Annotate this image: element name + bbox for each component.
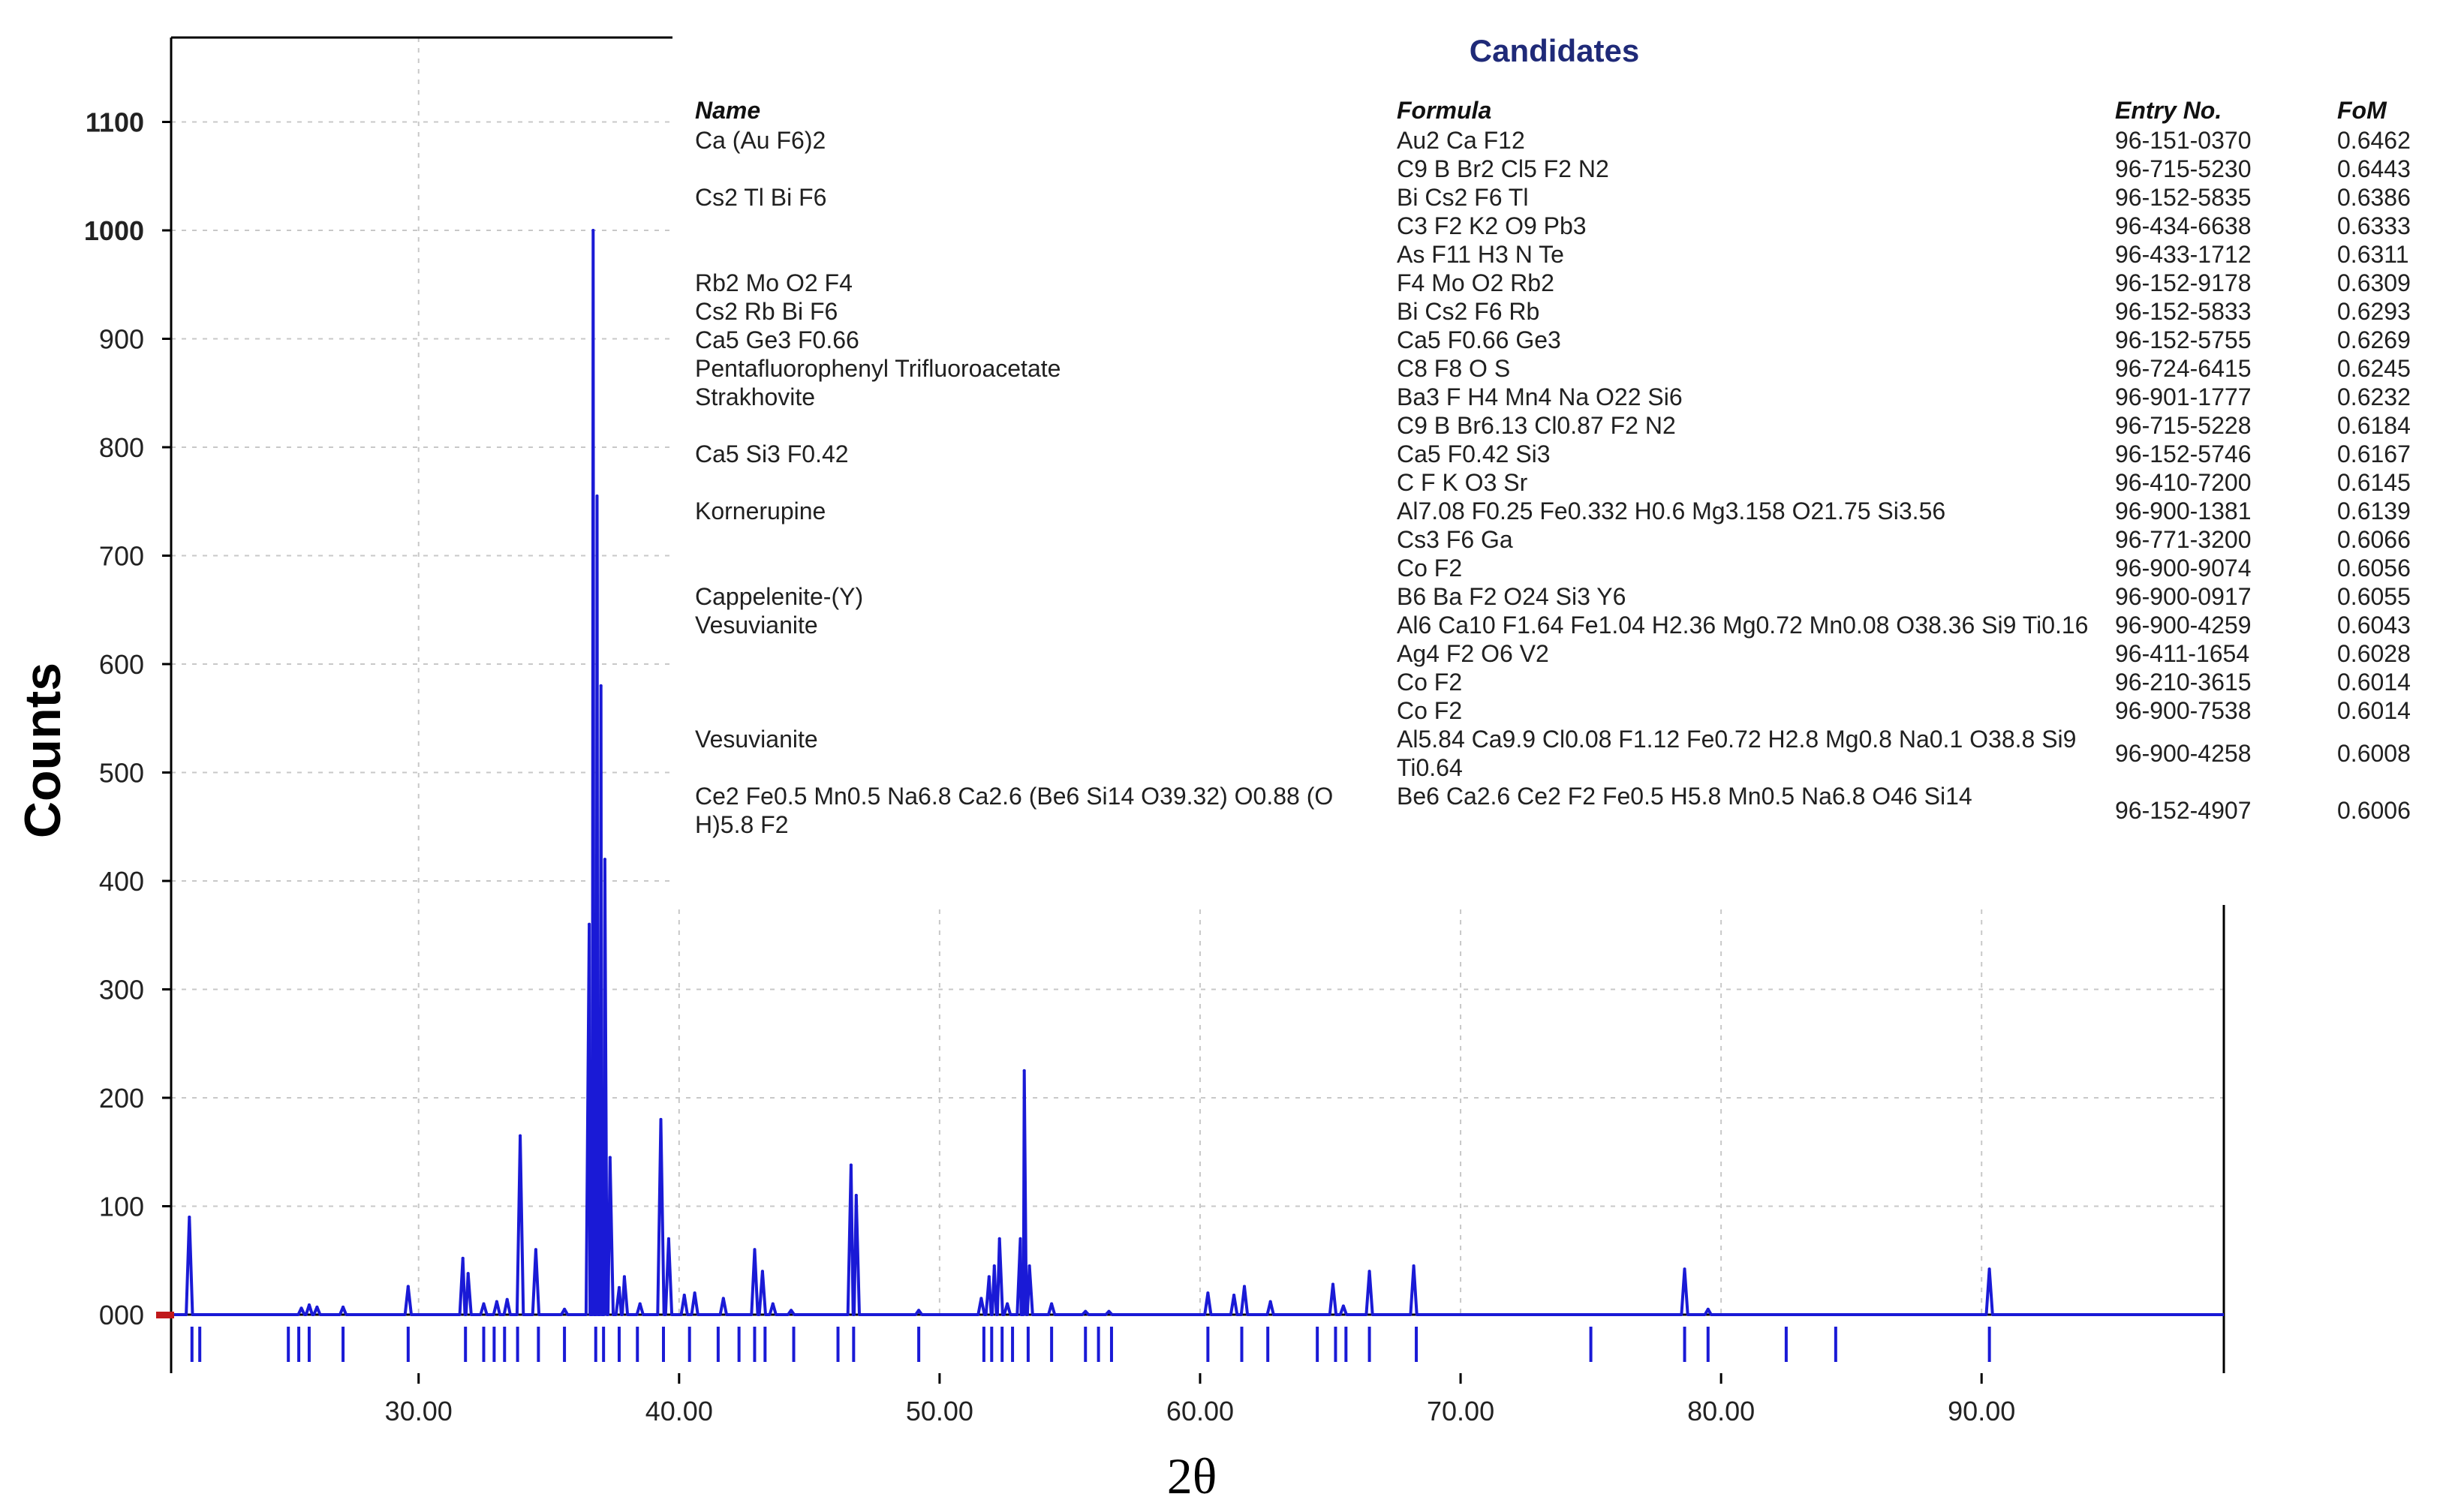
candidate-formula: C9 B Br6.13 Cl0.87 F2 N2	[1397, 412, 1676, 439]
candidate-formula: F4 Mo O2 Rb2	[1397, 269, 1554, 296]
y-axis-label: Counts	[14, 662, 71, 839]
peak-point	[609, 1156, 612, 1159]
candidate-name: Cs2 Rb Bi F6	[695, 298, 838, 325]
y-tick-label: 1100	[85, 107, 144, 138]
y-tick-label: 700	[98, 540, 144, 572]
candidate-entry: 96-411-1654	[2115, 640, 2250, 667]
y-tick-label: 300	[98, 974, 144, 1005]
candidate-name: Kornerupine	[695, 497, 826, 525]
y-tick-label: 800	[98, 432, 144, 463]
candidate-entry: 96-152-5833	[2115, 298, 2252, 325]
x-tick-labels	[385, 1396, 2016, 1426]
peak-point	[467, 1272, 470, 1275]
peak-point	[482, 1303, 485, 1306]
candidate-entry: 96-715-5228	[2115, 412, 2252, 439]
y-tick-label: 600	[98, 649, 144, 680]
candidate-formula: As F11 H3 N Te	[1397, 241, 1564, 268]
candidate-fom: 0.6311	[2337, 241, 2409, 268]
candidate-formula: C9 B Br2 Cl5 F2 N2	[1397, 155, 1609, 182]
candidate-entry: 96-434-6638	[2115, 212, 2252, 239]
candidate-name: Pentafluorophenyl Trifluoroacetate	[695, 355, 1061, 382]
peak-point	[790, 1309, 793, 1312]
candidate-entry: 96-151-0370	[2115, 127, 2252, 154]
candidate-name: Vesuvianite	[695, 726, 818, 753]
candidate-entry: 96-900-1381	[2115, 497, 2252, 525]
candidate-fom: 0.6245	[2337, 355, 2411, 382]
candidate-formula: Bi Cs2 F6 Rb	[1397, 298, 1540, 325]
candidate-entry: 96-724-6415	[2115, 355, 2252, 382]
candidate-formula: Ca5 F0.42 Si3	[1397, 440, 1551, 467]
peak-point	[1206, 1291, 1209, 1294]
candidate-name: Strakhovite	[695, 383, 816, 410]
candidate-entry: 96-900-4258	[2115, 740, 2252, 767]
candidate-entry: 96-715-5230	[2115, 155, 2252, 182]
reference-lines	[192, 1327, 1990, 1362]
y-tick-label: 100	[98, 1191, 144, 1222]
candidate-name: Ca5 Ge3 F0.66	[695, 326, 859, 353]
candidate-name: Cs2 Tl Bi F6	[695, 184, 827, 211]
peak-point	[588, 923, 591, 926]
candidate-formula: C8 F8 O S	[1397, 355, 1511, 382]
candidate-fom: 0.6066	[2337, 526, 2411, 553]
candidate-entry: 96-210-3615	[2115, 669, 2252, 696]
candidate-fom: 0.6043	[2337, 612, 2411, 639]
peak-point	[917, 1309, 920, 1312]
peak-point	[188, 1216, 191, 1219]
candidate-fom: 0.6293	[2337, 298, 2411, 325]
candidate-entry: 96-433-1712	[2115, 241, 2252, 268]
candidate-fom: 0.6014	[2337, 697, 2411, 724]
y-tick-label: 400	[98, 866, 144, 897]
peak-point	[1683, 1267, 1686, 1270]
peak-point	[639, 1303, 642, 1306]
x-tick-label: 30.00	[384, 1396, 453, 1426]
candidate-fom: 0.6145	[2337, 469, 2411, 496]
peak-point	[761, 1270, 764, 1273]
x-tick-label: 60.00	[1166, 1396, 1235, 1426]
peak-point	[591, 229, 594, 232]
peak-point	[979, 1297, 982, 1300]
peak-point	[1413, 1264, 1416, 1267]
peak-point	[1243, 1285, 1246, 1288]
peak-point	[1006, 1303, 1009, 1306]
candidate-formula: Co F2	[1397, 697, 1463, 724]
candidate-name: Rb2 Mo O2 F4	[695, 269, 853, 296]
x-tick-label: 80.00	[1687, 1396, 1756, 1426]
candidate-formula: Co F2	[1397, 669, 1463, 696]
candidate-name: Vesuvianite	[695, 612, 818, 639]
peak-point	[1107, 1310, 1110, 1313]
peak-point	[1331, 1283, 1334, 1286]
peak-point	[667, 1237, 670, 1240]
peak-point	[595, 494, 598, 497]
peak-point	[519, 1135, 522, 1138]
peak-point	[1269, 1300, 1272, 1303]
candidate-formula: Ca5 F0.66 Ge3	[1397, 326, 1561, 353]
y-tick-label: 900	[98, 323, 144, 355]
peak-point	[300, 1306, 303, 1309]
header-entry: Entry No.	[2115, 97, 2222, 124]
x-tick-label: 70.00	[1427, 1396, 1495, 1426]
candidate-formula: Au2 Ca F12	[1397, 127, 1525, 154]
peak-point	[1342, 1304, 1345, 1307]
candidate-fom: 0.6184	[2337, 412, 2411, 439]
candidate-formula: Bi Cs2 F6 Tl	[1397, 184, 1529, 211]
candidate-fom: 0.6333	[2337, 212, 2411, 239]
zero-marker	[156, 1312, 174, 1318]
candidate-fom: 0.6028	[2337, 640, 2411, 667]
header-fom: FoM	[2337, 97, 2387, 124]
candidate-fom: 0.6008	[2337, 740, 2411, 767]
x-tick-label: 50.00	[905, 1396, 973, 1426]
candidate-formula: C F K O3 Sr	[1397, 469, 1528, 496]
x-tick-label: 40.00	[645, 1396, 713, 1426]
candidate-entry: 96-900-9074	[2115, 555, 2252, 582]
candidate-fom: 0.6386	[2337, 184, 2411, 211]
peak-point	[772, 1303, 775, 1306]
peak-point	[855, 1194, 858, 1197]
peak-point	[753, 1248, 756, 1251]
candidate-entry: 96-900-0917	[2115, 583, 2252, 610]
candidate-fom: 0.6139	[2337, 497, 2411, 525]
peak-point	[600, 684, 603, 687]
candidate-formula: Co F2	[1397, 555, 1463, 582]
candidate-entry: 96-771-3200	[2115, 526, 2252, 553]
peak-point	[1368, 1270, 1371, 1273]
candidate-entry: 96-152-4907	[2115, 797, 2252, 824]
x-tick-label: 90.00	[1948, 1396, 2016, 1426]
peak-point	[722, 1297, 725, 1300]
candidate-name: Ca (Au F6)2	[695, 127, 826, 154]
candidate-fom: 0.6014	[2337, 669, 2411, 696]
candidate-fom: 0.6167	[2337, 440, 2411, 467]
candidate-entry: 96-152-9178	[2115, 269, 2252, 296]
candidate-entry: 96-900-7538	[2115, 697, 2252, 724]
peak-point	[341, 1306, 344, 1309]
candidate-formula: C3 F2 K2 O9 Pb3	[1397, 212, 1587, 239]
candidate-fom: 0.6232	[2337, 383, 2411, 410]
candidate-entry: 96-900-4259	[2115, 612, 2252, 639]
candidate-fom: 0.6269	[2337, 326, 2411, 353]
peak-point	[1050, 1303, 1053, 1306]
peak-point	[462, 1257, 465, 1260]
candidates-title: Candidates	[1469, 33, 1640, 68]
candidate-formula: Be6 Ca2.6 Ce2 F2 Fe0.5 H5.8 Mn0.5 Na6.8 O46 Si14	[1397, 783, 1972, 810]
peak-point	[993, 1264, 996, 1267]
peak-point	[1988, 1267, 1991, 1270]
x-axis-label: 2θ	[1166, 1447, 1217, 1504]
peak-point	[534, 1248, 537, 1251]
candidate-fom: 0.6006	[2337, 797, 2411, 824]
peak-point	[850, 1164, 853, 1167]
header-name: Name	[695, 97, 761, 124]
peak-point	[683, 1294, 686, 1297]
peak-point	[1028, 1264, 1031, 1267]
candidate-fom: 0.6443	[2337, 155, 2411, 182]
candidate-entry: 96-410-7200	[2115, 469, 2252, 496]
candidate-entry: 96-152-5835	[2115, 184, 2252, 211]
peak-point	[1707, 1308, 1710, 1311]
candidate-name: Ca5 Si3 F0.42	[695, 440, 849, 467]
peak-point	[308, 1303, 311, 1306]
peak-point	[563, 1308, 566, 1311]
candidate-formula: B6 Ba F2 O24 Si3 Y6	[1397, 583, 1626, 610]
candidate-name: Cappelenite-(Y)	[695, 583, 864, 610]
peak-point	[660, 1118, 663, 1121]
candidates-panel	[672, 27, 2436, 905]
y-tick-label: 500	[98, 757, 144, 789]
peak-point	[495, 1300, 498, 1303]
peak-point	[506, 1298, 509, 1301]
peak-point	[1084, 1310, 1087, 1313]
y-tick-label: 000	[98, 1300, 144, 1330]
y-tick-labels	[84, 107, 144, 1331]
candidate-name: Ce2 Fe0.5 Mn0.5 Na6.8 Ca2.6 (Be6 Si14 O39.32) O0.88 (O H)5.8 F2	[695, 783, 1334, 838]
candidate-fom: 0.6055	[2337, 583, 2411, 610]
peak-point	[603, 858, 606, 861]
peak-point	[623, 1275, 626, 1278]
peak-point	[618, 1286, 621, 1289]
candidate-entry: 96-901-1777	[2115, 383, 2252, 410]
y-tick-label: 200	[98, 1083, 144, 1114]
candidate-formula: Ba3 F H4 Mn4 Na O22 Si6	[1397, 383, 1683, 410]
candidate-fom: 0.6462	[2337, 127, 2411, 154]
candidate-formula: Al5.84 Ca9.9 Cl0.08 F1.12 Fe0.72 H2.8 Mg0.8 Na0.1 O38.8 Si9 Ti0.64	[1397, 726, 2077, 781]
candidate-formula: Al7.08 F0.25 Fe0.332 H0.6 Mg3.158 O21.75 Si3.56	[1397, 497, 1946, 525]
header-formula: Formula	[1397, 97, 1492, 124]
candidate-formula: Ag4 F2 O6 V2	[1397, 640, 1549, 667]
candidate-fom: 0.6309	[2337, 269, 2411, 296]
y-tick-label: 1000	[83, 215, 144, 246]
candidate-entry: 96-152-5746	[2115, 440, 2252, 467]
candidate-entry: 96-152-5755	[2115, 326, 2252, 353]
peak-point	[693, 1291, 696, 1294]
peak-point	[998, 1237, 1001, 1240]
peak-point	[988, 1275, 991, 1278]
candidate-formula: Cs3 F6 Ga	[1397, 526, 1513, 553]
candidate-fom: 0.6056	[2337, 555, 2411, 582]
peak-point	[1232, 1294, 1235, 1297]
peak-point	[1018, 1237, 1021, 1240]
candidate-formula: Al6 Ca10 F1.64 Fe1.04 H2.36 Mg0.72 Mn0.08 O38.36 Si9 Ti0.16	[1397, 612, 2089, 639]
peak-point	[315, 1306, 318, 1309]
peak-point	[407, 1285, 410, 1288]
peak-point	[1023, 1069, 1026, 1072]
